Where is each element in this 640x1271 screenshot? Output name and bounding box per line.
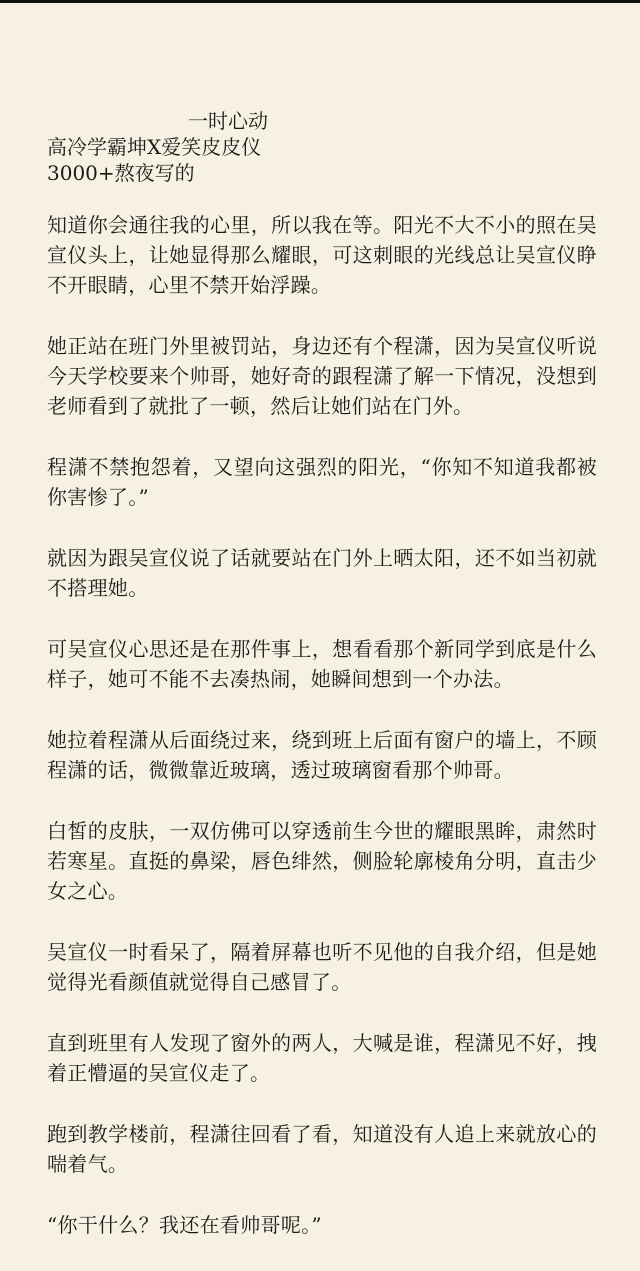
paragraph: 直到班里有人发现了窗外的两人，大喊是谁，程潇见不好，拽着正懵逼的吴宣仪走了。 xyxy=(47,1031,597,1085)
paragraph: 吴宣仪一时看呆了，隔着屏幕也听不见他的自我介绍，但是她觉得光看颜值就觉得自己感冒了。 xyxy=(47,940,597,994)
author-note: 3000+熬夜写的 xyxy=(47,161,195,185)
reader-page[interactable] xyxy=(47,108,597,1271)
paragraph: 她拉着程潇从后面绕过来，绕到班上后面有窗户的墙上，不顾程潇的话，微微靠近玻璃，透过玻璃窗看那个帅哥。 xyxy=(47,728,597,782)
paragraph: 白皙的皮肤，一双仿佛可以穿透前生今世的耀眼黑眸，肃然时若寒星。直挺的鼻梁，唇色绯然，侧脸轮廓棱角分明，直击少女之心。 xyxy=(47,819,597,903)
paragraph: 可吴宣仪心思还是在那件事上，想看看那个新同学到底是什么样子，她可不能不去凑热闹，她瞬间想到一个办法。 xyxy=(47,637,597,691)
paragraph: 程潇不禁抱怨着，又望向这强烈的阳光，“你知不知道我都被你害惨了。” xyxy=(47,455,597,509)
story-body xyxy=(47,210,597,1240)
story-tagline: 高冷学霸坤X爱笑皮皮仪 xyxy=(47,135,262,159)
top-border xyxy=(0,0,640,3)
paragraph: 跑到教学楼前，程潇往回看了看，知道没有人追上来就放心的喘着气。 xyxy=(47,1122,597,1176)
paragraph: 就因为跟吴宣仪说了话就要站在门外上晒太阳，还不如当初就不搭理她。 xyxy=(47,546,597,600)
paragraph: 她正站在班门外里被罚站，身边还有个程潇，因为吴宣仪听说今天学校要来个帅哥，她好奇的跟程潇了解一下情况，没想到老师看到了就批了一顿，然后让她们站在门外。 xyxy=(47,334,597,418)
paragraph: “你干什么？我还在看帅哥呢。” xyxy=(47,1213,322,1237)
story-title: 一时心动 xyxy=(188,109,268,133)
paragraph: 知道你会通往我的心里，所以我在等。阳光不大不小的照在吴宣仪头上，让她显得那么耀眼，可这刺眼的光线总让吴宣仪睁不开眼睛，心里不禁开始浮躁。 xyxy=(47,213,597,297)
